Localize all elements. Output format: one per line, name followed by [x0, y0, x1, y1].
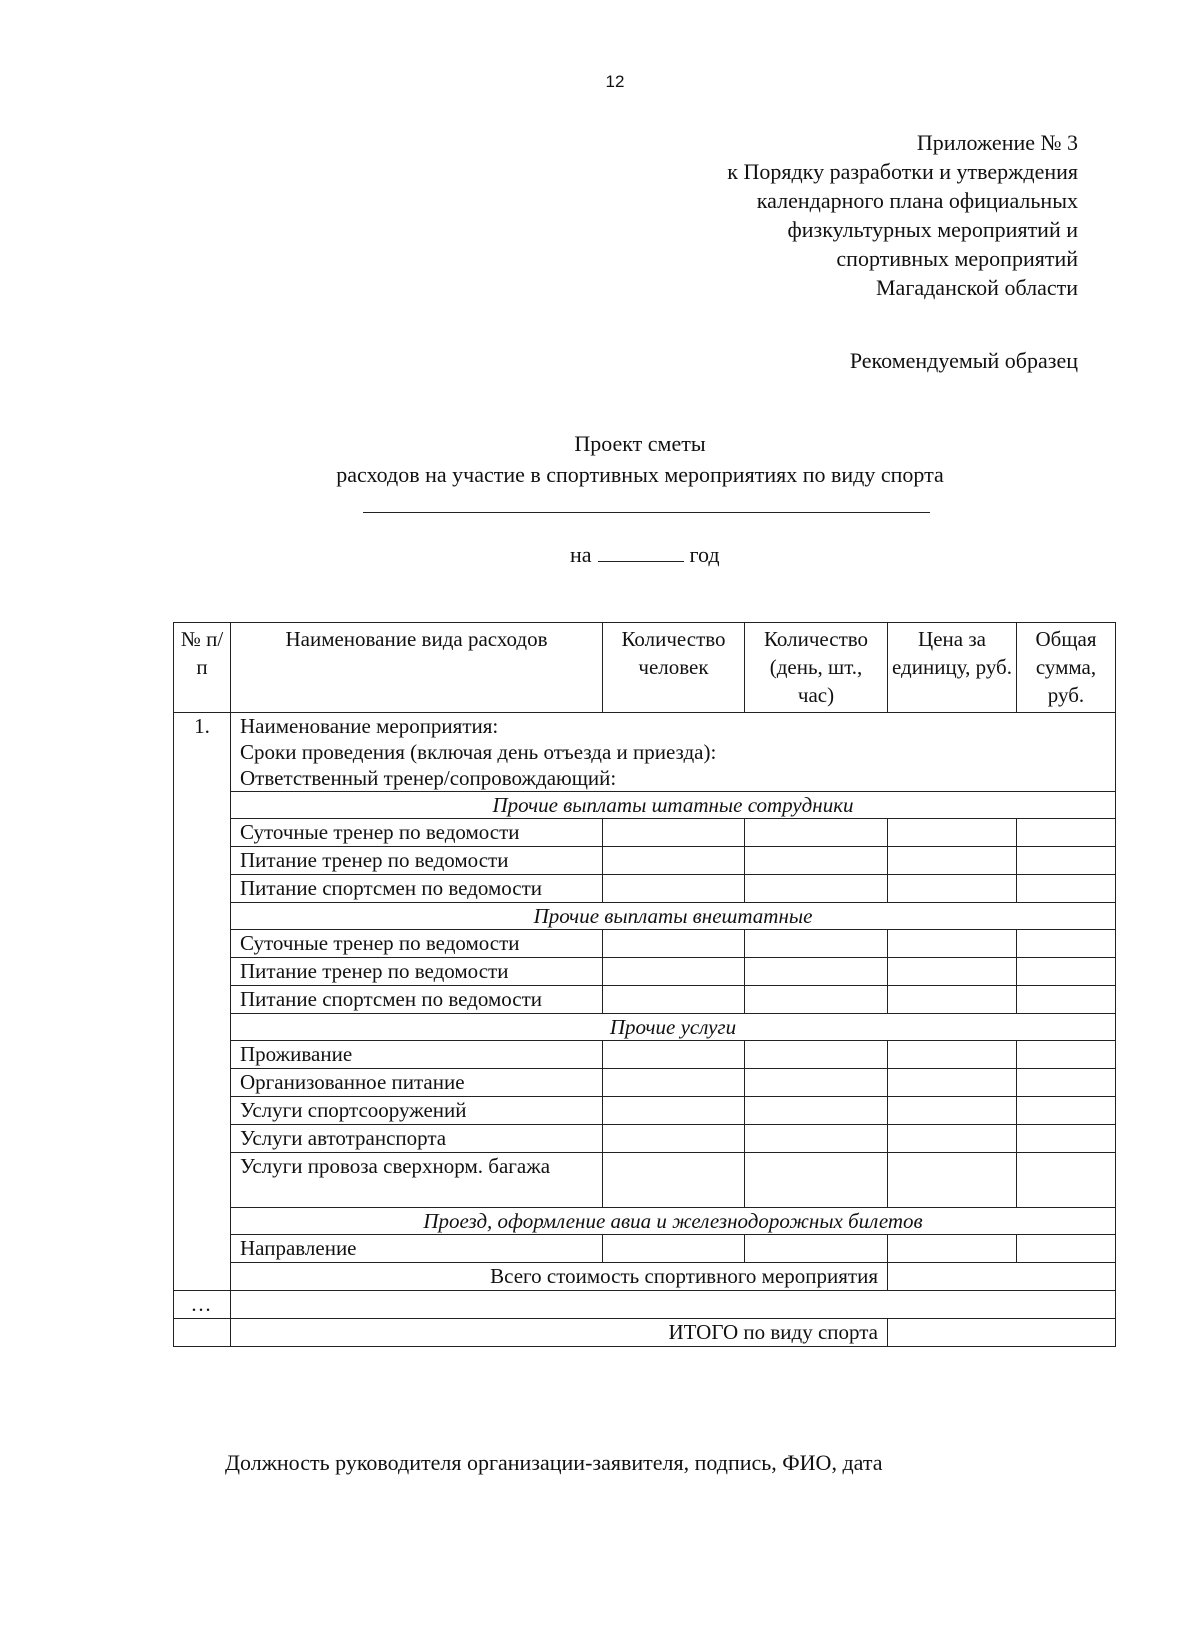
value-cell	[603, 930, 745, 958]
estimate-table	[173, 622, 1116, 1347]
document-title	[0, 428, 1200, 490]
grand-total-label: ИТОГО по виду спорта	[231, 1319, 888, 1347]
value-cell	[603, 875, 745, 903]
section-title: Прочие услуги	[231, 1014, 1116, 1041]
section-row	[174, 1014, 1116, 1041]
event-info-line: Наименование мероприятия:	[240, 714, 499, 738]
value-cell	[1017, 847, 1116, 875]
grand-total-value	[888, 1319, 1116, 1347]
value-cell	[888, 1235, 1017, 1263]
section-row	[174, 792, 1116, 819]
year-suffix: год	[689, 542, 720, 567]
value-cell	[745, 847, 888, 875]
value-cell	[1017, 930, 1116, 958]
value-cell	[603, 1069, 745, 1097]
value-cell	[745, 1235, 888, 1263]
value-cell	[888, 958, 1017, 986]
value-cell	[1017, 986, 1116, 1014]
section-row	[174, 1208, 1116, 1235]
value-cell	[603, 1097, 745, 1125]
expense-row	[174, 1125, 1116, 1153]
sport-name-blank	[363, 512, 930, 513]
value-cell	[888, 930, 1017, 958]
expense-name: Питание тренер по ведомости	[231, 847, 603, 875]
value-cell	[888, 1153, 1017, 1208]
ellipsis-row	[174, 1291, 1116, 1319]
value-cell	[888, 1097, 1017, 1125]
value-cell	[745, 875, 888, 903]
section-title: Проезд, оформление авиа и железнодорожных билетов	[231, 1208, 1116, 1235]
appendix-reference	[727, 128, 1078, 302]
table-header-row	[174, 623, 1116, 713]
appendix-line: спортивных мероприятий	[836, 246, 1078, 271]
value-cell	[745, 1041, 888, 1069]
expense-row	[174, 930, 1116, 958]
expense-name: Услуги провоза сверхнорм. багажа	[231, 1153, 603, 1208]
expense-row	[174, 1041, 1116, 1069]
expense-row	[174, 1097, 1116, 1125]
event-info-line: Сроки проведения (включая день отъезда и приезда):	[240, 740, 717, 764]
expense-name: Питание спортсмен по ведомости	[231, 986, 603, 1014]
value-cell	[745, 1153, 888, 1208]
value-cell	[603, 1041, 745, 1069]
expense-name: Проживание	[231, 1041, 603, 1069]
row-number: 1.	[174, 713, 231, 1291]
year-line	[570, 542, 720, 568]
appendix-line: календарного плана официальных	[756, 188, 1078, 213]
value-cell	[603, 1235, 745, 1263]
section-row	[174, 903, 1116, 930]
value-cell	[1017, 1235, 1116, 1263]
expense-row	[174, 958, 1116, 986]
value-cell	[745, 930, 888, 958]
expense-row	[174, 986, 1116, 1014]
header-cell: № п/п	[174, 623, 231, 713]
value-cell	[1017, 1041, 1116, 1069]
value-cell	[1017, 1153, 1116, 1208]
value-cell	[603, 1125, 745, 1153]
expense-name: Организованное питание	[231, 1069, 603, 1097]
value-cell	[1017, 875, 1116, 903]
expense-row	[174, 819, 1116, 847]
header-cell: Цена за единицу, руб.	[888, 623, 1017, 713]
grand-total-row	[174, 1319, 1116, 1347]
value-cell	[745, 819, 888, 847]
expense-name: Направление	[231, 1235, 603, 1263]
value-cell	[745, 1125, 888, 1153]
value-cell	[888, 847, 1017, 875]
event-info-row	[174, 713, 1116, 792]
value-cell	[1017, 1069, 1116, 1097]
signature-line: Должность руководителя организации-заявителя, подпись, ФИО, дата	[225, 1450, 883, 1475]
event-info	[231, 713, 1116, 792]
header-cell: Наименование вида расходов	[231, 623, 603, 713]
event-total-row	[174, 1263, 1116, 1291]
expense-name: Суточные тренер по ведомости	[231, 930, 603, 958]
value-cell	[1017, 819, 1116, 847]
value-cell	[1017, 958, 1116, 986]
expense-row	[174, 875, 1116, 903]
header-cell: Общая сумма, руб.	[1017, 623, 1116, 713]
appendix-line: Магаданской области	[876, 275, 1078, 300]
value-cell	[745, 1097, 888, 1125]
value-cell	[603, 847, 745, 875]
value-cell	[888, 986, 1017, 1014]
title-line-2: расходов на участие в спортивных мероприятиях по виду спорта	[336, 462, 944, 487]
expense-row	[174, 847, 1116, 875]
expense-name: Услуги спортсооружений	[231, 1097, 603, 1125]
value-cell	[603, 1153, 745, 1208]
value-cell	[603, 986, 745, 1014]
ellipsis-empty	[231, 1291, 1116, 1319]
expense-name: Суточные тренер по ведомости	[231, 819, 603, 847]
expense-name: Питание спортсмен по ведомости	[231, 875, 603, 903]
ellipsis-cell: …	[174, 1291, 231, 1319]
expense-row	[174, 1153, 1116, 1208]
section-title: Прочие выплаты внештатные	[231, 903, 1116, 930]
value-cell	[745, 1069, 888, 1097]
event-total-label: Всего стоимость спортивного мероприятия	[231, 1263, 888, 1291]
expense-name: Услуги автотранспорта	[231, 1125, 603, 1153]
year-blank	[598, 543, 684, 562]
value-cell	[745, 986, 888, 1014]
page-number: 12	[605, 72, 625, 91]
value-cell	[1017, 1125, 1116, 1153]
value-cell	[888, 819, 1017, 847]
header-cell: Количество человек	[603, 623, 745, 713]
value-cell	[603, 819, 745, 847]
value-cell	[1017, 1097, 1116, 1125]
expense-row	[174, 1069, 1116, 1097]
sample-label: Рекомендуемый образец	[849, 348, 1078, 373]
grand-total-num	[174, 1319, 231, 1347]
value-cell	[888, 1041, 1017, 1069]
appendix-line: Приложение № 3	[916, 130, 1078, 155]
value-cell	[888, 1069, 1017, 1097]
value-cell	[888, 875, 1017, 903]
appendix-line: физкультурных мероприятий и	[787, 217, 1078, 242]
title-line-1: Проект сметы	[574, 431, 706, 456]
year-prefix: на	[570, 542, 592, 567]
value-cell	[603, 958, 745, 986]
expense-name: Питание тренер по ведомости	[231, 958, 603, 986]
value-cell	[888, 1125, 1017, 1153]
event-total-value	[888, 1263, 1116, 1291]
event-info-line: Ответственный тренер/сопровождающий:	[240, 766, 617, 790]
header-cell: Количество (день, шт., час)	[745, 623, 888, 713]
appendix-line: к Порядку разработки и утверждения	[727, 159, 1078, 184]
section-title: Прочие выплаты штатные сотрудники	[231, 792, 1116, 819]
value-cell	[745, 958, 888, 986]
expense-row	[174, 1235, 1116, 1263]
